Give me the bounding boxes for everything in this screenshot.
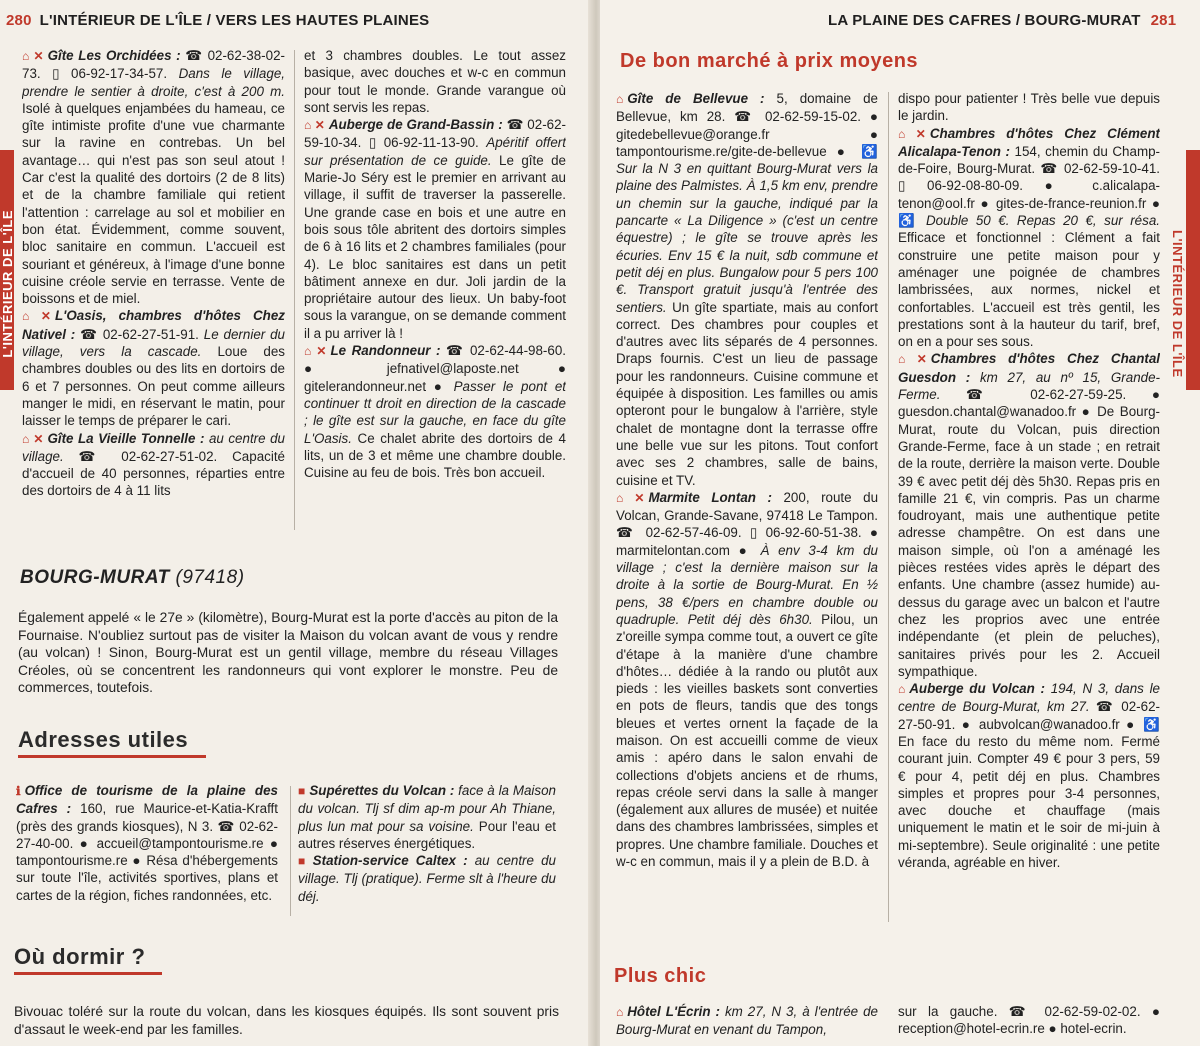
ou-dormir-intro: Bivouac toléré sur la route du volcan, dans les kiosques équipés. Ils sont souvent pris d'assaut le week-end par les familles. [14, 1004, 559, 1037]
ecrin-continuation: sur la gauche. ☎ 02-62-59-02-02. ● reception@hotel-ecrin.re ● hotel-ecrin. [898, 1004, 1160, 1037]
column-divider [294, 50, 295, 530]
house-restaurant-icon: ⌂ ✕ [22, 49, 44, 63]
listing-continuation: et 3 chambres doubles. Le tout assez basique, avec douches et w-c en commun pour tout le monde. Grande varangue où sont servis les repas. [304, 48, 566, 115]
fuel-icon: ■ [298, 854, 309, 869]
right-page [600, 0, 1200, 1046]
listing-oasis: ⌂ ✕ L'Oasis, chambres d'hôtes Chez Nativel : ☎ 02-62-27-51-91. Le dernier du village, vers la cascade. Loue des chambres doubles ou des lits en dortoirs de 6 et 7 personnes. On peut comme ailleurs manger le midi, en réservant le matin, pour laisser le temps de préparer le cari. [22, 308, 285, 429]
adresses-col-2: ■ Supérettes du Volcan : face à la Maison du volcan. Tlj sf dim ap-m pour Ah Thiane, plus lun mat pour sa voisine. Pour l'eau et autres réserves énergétiques. ■ Station-service Caltex : au centre du village. Tlj (pratique). Ferme slt à l'heure du déj. [298, 783, 556, 904]
left-page-title: L'INTÉRIEUR DE L'ÎLE / VERS LES HAUTES PLAINES [39, 12, 430, 29]
listing-bellevue: ⌂ Gîte de Bellevue : 5, domaine de Bellevue, km 28. ☎ 02-62-59-15-02. ● gitedebellevue@orange.fr ● tampontourisme.re/gite-de-bellevue ● ♿ Sur la N 3 en quittant Bourg-Murat vers la plaine des Palmistes. À 1,5 km env, prendre un chemin sur la gauche, indiqué par la pancarte « La Diligence » (c'est un centre équestre) ; le gîte se trouve après les écuries. Env 15 € la nuit, sdb commune et petit déj en plus. Bungalow pour 5 pers 100 €. Transport gratuit jusqu'à l'entrée des sentiers. Un gîte spartiate, mais au confort correct. Des chambres pour couples et d'autres avec lits séparés de 4 personnes. Draps fournis. C'est un lieu de passage pour les randonneurs. Cuisine commune et équipée à disposition. Les familles ou amis opteront pour le bungalow à l'arrière, style chalet de montagne dont la terrasse offre une belle vue sur les pitons. Tout confort avec ses 2 chambres, salle de bains, cuisine et TV. [616, 91, 878, 488]
listing-continuation-right: dispo pour patienter ! Très belle vue depuis le jardin. [898, 91, 1160, 124]
left-column-1 [22, 47, 285, 533]
right-column-2 [898, 90, 1160, 920]
house-restaurant-icon: ⌂ ✕ [616, 490, 645, 505]
ou-dormir-title: Où dormir ? [14, 944, 162, 975]
city-intro: Également appelé « le 27e » (kilomètre), Bourg-Murat est la porte d'accès au piton de la Fournaise. N'oubliez surtout pas de visiter la Maison du volcan avant de vous y rendre (au volcan) ! Sinon, Bourg-Murat est un gentil village, membre du réseau Villages Créoles, où se concentrent les randonneurs qui vont explorer le monstre. Peu de commerces, toutefois. [18, 610, 558, 695]
right-running-head [828, 12, 1176, 29]
city-heading: BOURG-MURAT (97418) [20, 567, 245, 588]
left-side-tab-text: L'INTÉRIEUR DE L'ÎLE [0, 210, 15, 358]
house-restaurant-icon: ⌂ ✕ [898, 352, 927, 367]
right-page-title: LA PLAINE DES CAFRES / BOURG-MURAT [828, 12, 1141, 29]
house-icon: ⌂ [616, 92, 624, 106]
listing-marmite-lontan: ⌂ ✕ Marmite Lontan : 200, route du Volcan, Grande-Savane, 97418 Le Tampon. ☎ 02-62-57-46-09. ▯ 06-92-60-51-38. ● marmitelontan.com ● À env 3-4 km du village ; c'est la dernière maison sur la droite à la sortie de Bourg-Murat. En ½ pens, 38 €/pers en chambre double ou quadruple. Petit déj dès 6h30. Pilou, un z'oreille sympa comme tout, a ouvert ce gîte d'étape à la manière d'une chambre d'hôtes… dédiée à la rando ou plutôt aux pieds : les vieilles baskets sont converties en pots de fleurs, tandis que des tongs bleues et vertes ornent la façade de la maison. On est accueilli comme de vieux amis : apéro dans le salon envahi de collections d'objets anciens et de rhums, repas créole servi dans la salle à manger (également aux allures de musée) et nuitée dans des chambres lambrissées, simples et propres. Une chambre familiale. Douches et w-c en commun, mais il y a plein de B.D. à [616, 489, 878, 870]
right-side-tab-text: L'INTÉRIEUR DE L'ÎLE [1170, 230, 1185, 378]
info-icon: ℹ [16, 784, 21, 798]
listing-vieille-tonnelle: ⌂ ✕ Gîte La Vieille Tonnelle : au centre du village. ☎ 02-62-27-51-02. Capacité d'accueil de 40 personnes, réparties entre des dortoirs de 4 à 11 lits [22, 430, 285, 499]
column-divider [290, 786, 291, 916]
listing-auberge-volcan: ⌂ Auberge du Volcan : 194, N 3, dans le centre de Bourg-Murat, km 27. ☎ 02-62-27-50-91. ● aubvolcan@wanadoo.fr ● ♿ En face du resto du même nom. Fermé courant juin. Compter 49 € pour 3 pers, 59 € pour 4, petit déj en plus. Chambres simples et propres pour 3-4 personnes, avec douche et chauffage (mais uniquement le matin et le soir de mi-juin à mi-septembre). Seule originalité : une petite véranda, agréable en hiver. [898, 681, 1160, 871]
house-restaurant-icon: ⌂ ✕ [898, 126, 926, 141]
house-restaurant-icon: ⌂ ✕ [304, 118, 325, 133]
listing-randonneur: ⌂ ✕ Le Randonneur : ☎ 02-62-44-98-60. ● jefnativel@laposte.net ● gitelerandonneur.net ● Passer le pont et continuer tt droit en direction de la cascade ; le gîte est sur la gauche, en face du gîte L'Oasis. Ce chalet abrite des dortoirs de 4 lits, un de 3 et même une chambre double. Cuisine au feu de bois. Très bon accueil. [304, 343, 566, 481]
left-running-head [6, 12, 429, 29]
listing-orchidees: ⌂ ✕ Gîte Les Orchidées : ☎ 02-62-38-02-73. ▯ 06-92-17-34-57. Dans le village, prendre le sentier à droite, c'est à 200 m. Isolé à quelques enjambées du hameau, ce gîte intimiste profite d'une vue charmante sur la ravine en contrebas. Un bel avantage… qui n'est pas son seul atout ! Car c'est la qualité des dortoirs (2 de 8 lits) et de la chambre familiale qui retient l'attention : carrelage au sol et mobilier en bon état. Évidemment, comme souvent, bloc sanitaire en commun. L'accueil est souriant et généreux, à l'image d'une bonne cuisine créole servie en terrasse. Vente de boissons et de miel. [22, 48, 285, 307]
house-restaurant-icon: ⌂ ✕ [22, 431, 44, 446]
shop-icon: ■ [298, 784, 306, 798]
left-column-2 [304, 47, 566, 517]
right-column-1 [616, 90, 878, 942]
house-icon: ⌂ [616, 1005, 624, 1019]
house-restaurant-icon: ⌂ ✕ [22, 309, 51, 324]
adresses-col-1: ℹ Office de tourisme de la plaine des Cafres : 160, rue Maurice-et-Katia-Krafft (près des grands kiosques), N 3. ☎ 02-62-27-40-00. ● accueil@tampontourisme.re ● tampontourisme.re ● Résa d'hébergements sur toute l'île, activités sportives, plans et cartes de la région, fiches randonnées, etc. [16, 783, 278, 903]
section-plus-chic: Plus chic [614, 965, 707, 987]
right-page-number: 281 [1150, 12, 1177, 29]
house-icon: ⌂ [898, 682, 906, 697]
adresses-utiles-title: Adresses utiles [18, 727, 206, 758]
listing-grand-bassin: ⌂ ✕ Auberge de Grand-Bassin : ☎ 02-62-59-10-34. ▯ 06-92-11-13-90. Apéritif offert sur présentation de ce guide. Le gîte de Marie-Jo Séry est le premier en arrivant au village, il suffit de traverser la passerelle. Une grande case en bois et une autre en bois sous tôle abritent des dortoirs simples de 6 à 16 lits et 2 chambres familiales (pour 4). Le bloc sanitaires est dans un petit bâtiment annexe en dur. Joli jardin de la propriétaire autour des lieux. Un baby-foot sous la varangue, on se demande comment il a pu arriver là ! [304, 117, 566, 341]
left-page [0, 0, 592, 1046]
column-divider [888, 92, 889, 922]
listing-alicalapa: ⌂ ✕ Chambres d'hôtes Chez Clément Alicalapa-Tenon : 154, chemin du Champ-de-Foire, Bourg-Murat. ☎ 02-62-59-10-41. ▯ 06-92-08-80-09. ● c.alicalapa-tenon@ool.fr ● gites-de-france-reunion.fr ● ♿ Double 50 €. Repas 20 €, sur résa. Efficace et fonctionnel : Clément a fait construire une petite maison pour y aménager une poignée de chambres lambrissées, aux normes, nickel et confortables. L'accueil est très gentil, les prestations sont à la hauteur du tarif, bref, on en a pour ses sous. [898, 125, 1160, 350]
section-bon-marche: De bon marché à prix moyens [620, 50, 919, 72]
house-restaurant-icon: ⌂ ✕ [304, 344, 327, 359]
listing-guesdon: ⌂ ✕ Chambres d'hôtes Chez Chantal Guesdon : km 27, au nº 15, Grande-Ferme. ☎ 02-62-27-59-25. ● guesdon.chantal@wanadoo.fr ● De Bourg-Murat, route du Volcan, puis direction Grande-Ferme, face à un stade ; en retrait de la route, derrière la maison verte. Double 39 € avec petit déj dès 5h30. Repas pris en famille 21 €, vin compris. Pas un charme foudroyant, mais une authentique petite adresse champêtre. On est dans une maison simple, où l'on a aménagé les pièces restées vides après le départ des enfants. Une chambre (assez humide) au-dessus du garage avec un balcon et l'autre chez les proprios avec une entrée indépendante (et plein de peluches), sanitaires privés pour les 2. Accueil sympathique. [898, 351, 1160, 679]
listing-ecrin: ⌂ Hôtel L'Écrin : km 27, N 3, à l'entrée de Bourg-Murat en venant du Tampon, [616, 1004, 878, 1038]
left-page-number: 280 [6, 12, 32, 29]
right-side-tab [1186, 150, 1200, 390]
